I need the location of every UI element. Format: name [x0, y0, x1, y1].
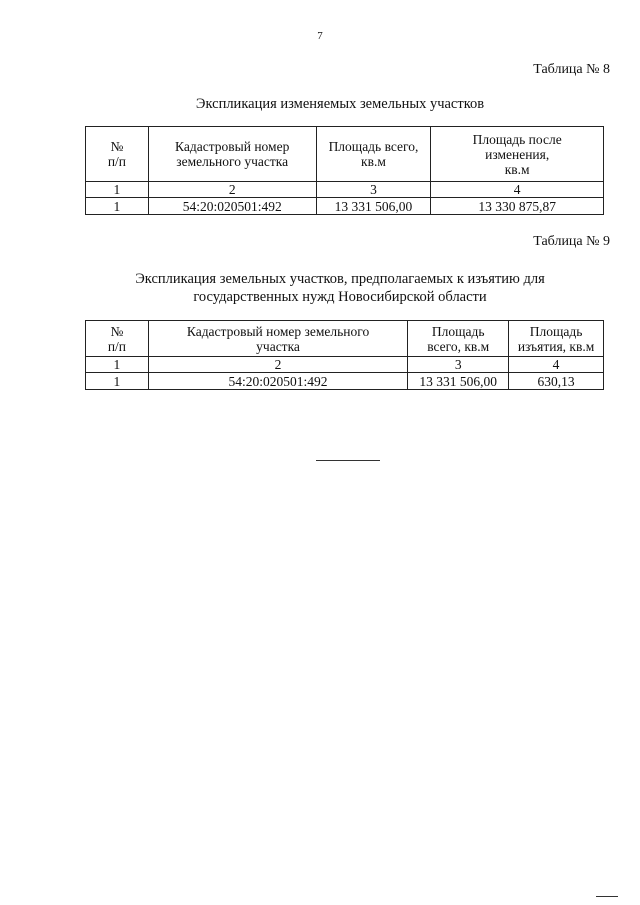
table-9-title — [80, 270, 600, 306]
table-8-title: Экспликация изменяемых земельных участков — [195, 96, 485, 112]
index-cell: 4 — [509, 357, 604, 373]
end-divider — [316, 460, 380, 461]
row-num: 1 — [86, 373, 149, 390]
row-area-after: 13 330 875,87 — [431, 198, 604, 215]
header-num: № п/п — [86, 321, 149, 357]
index-cell: 4 — [431, 182, 604, 198]
row-area-total: 13 331 506,00 — [316, 198, 431, 215]
index-cell: 1 — [86, 357, 149, 373]
table-9-title-line: Экспликация земельных участков, предполагаемых к изъятию для — [135, 271, 545, 287]
table-9 — [85, 320, 604, 390]
table-9-label: Таблица № 9 — [533, 234, 610, 249]
header-area-withdrawn: Площадь изъятия, кв.м — [509, 321, 604, 357]
index-cell: 2 — [148, 357, 407, 373]
table-row — [86, 373, 604, 390]
footer-mark — [596, 896, 618, 897]
table-8-index-row — [86, 182, 604, 198]
index-cell: 3 — [316, 182, 431, 198]
index-cell: 2 — [148, 182, 316, 198]
header-num: № п/п — [86, 127, 149, 182]
table-9-index-row — [86, 357, 604, 373]
table-8-label: Таблица № 8 — [533, 62, 610, 77]
row-area-withdrawn: 630,13 — [509, 373, 604, 390]
row-cadastral: 54:20:020501:492 — [148, 198, 316, 215]
row-cadastral: 54:20:020501:492 — [148, 373, 407, 390]
header-area-total: Площадь всего, кв.м — [408, 321, 509, 357]
row-num: 1 — [86, 198, 149, 215]
table-9-header-row — [86, 321, 604, 357]
row-area-total: 13 331 506,00 — [408, 373, 509, 390]
header-cadastral: Кадастровый номер земельного участка — [148, 321, 407, 357]
header-area-total: Площадь всего, кв.м — [316, 127, 431, 182]
header-cadastral: Кадастровый номер земельного участка — [148, 127, 316, 182]
index-cell: 3 — [408, 357, 509, 373]
table-8 — [85, 126, 604, 215]
page-number: 7 — [317, 30, 323, 42]
table-8-header-row — [86, 127, 604, 182]
table-9-title-line: государственных нужд Новосибирской области — [193, 289, 487, 305]
table-row — [86, 198, 604, 215]
index-cell: 1 — [86, 182, 149, 198]
header-area-after: Площадь после изменения, кв.м — [431, 127, 604, 182]
